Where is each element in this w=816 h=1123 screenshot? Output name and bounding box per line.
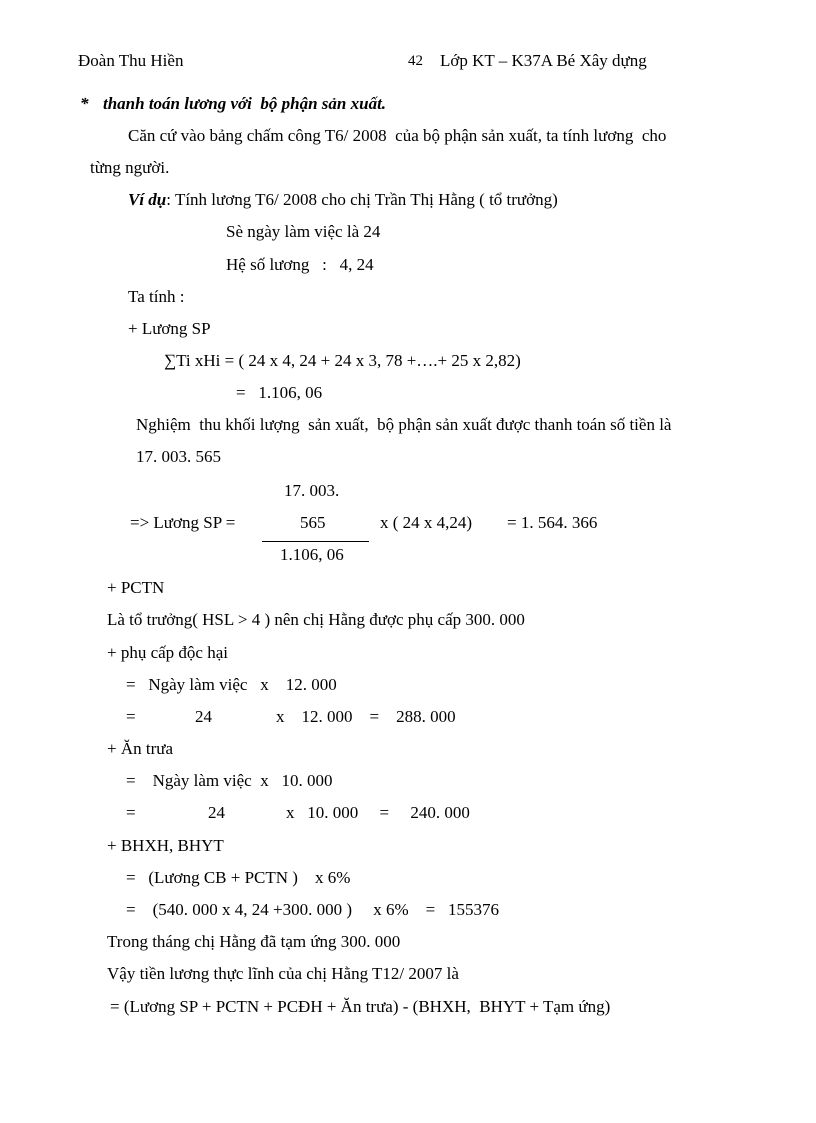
lunch-heading: + Ăn trưa	[107, 739, 174, 758]
lunch-result: x 10. 000 = 240. 000	[286, 803, 470, 822]
hazard-formula: = Ngày làm việc x 12. 000	[126, 675, 337, 694]
hazard-eq-sign: =	[126, 707, 136, 726]
example-line	[128, 190, 558, 210]
section-title: thanh toán lương với bộ phận sản xuất.	[103, 94, 387, 113]
calc-heading: Ta tính :	[128, 287, 185, 306]
intro-line-1: Căn cứ vào bảng chấm công T6/ 2008 của bộ phận sản xuất, ta tính lương cho	[128, 126, 667, 145]
pctn-heading: + PCTN	[107, 578, 165, 597]
lunch-formula: = Ngày làm việc x 10. 000	[126, 771, 333, 790]
page-number: 42	[408, 53, 423, 69]
lunch-days: 24	[208, 803, 225, 822]
insurance-heading: + BHXH, BHYT	[107, 836, 224, 855]
header-author: Đoàn Thu Hiền	[78, 51, 184, 70]
example-label: Ví dụ	[128, 190, 167, 209]
acceptance-line-2: 17. 003. 565	[136, 447, 221, 466]
hazard-allowance-heading: + phụ cấp độc hại	[107, 643, 228, 662]
sum-formula: ∑Ti xHi = ( 24 x 4, 24 + 24 x 3, 78 +….+ 25 x 2,82)	[164, 351, 521, 370]
working-days: Sè ngày làm việc là 24	[226, 222, 381, 241]
hazard-days: 24	[195, 707, 212, 726]
fraction-numerator-2: 565	[300, 513, 326, 532]
insurance-formula: = (Lương CB + PCTN ) x 6%	[126, 868, 351, 887]
header-class: Lớp KT – K37A Bé Xây dựng	[440, 51, 647, 70]
sum-result: = 1.106, 06	[236, 383, 323, 402]
fraction-numerator-1: 17. 003.	[284, 481, 340, 500]
product-salary-heading: + Lương SP	[128, 319, 211, 338]
advance-line: Trong tháng chị Hằng đã tạm ứng 300. 000	[107, 932, 401, 951]
intro-line-2: từng người.	[90, 158, 170, 177]
fraction-result: = 1. 564. 366	[507, 513, 598, 532]
fraction-multiplier: x ( 24 x 4,24)	[380, 513, 473, 532]
fraction-denominator: 1.106, 06	[280, 545, 344, 564]
fraction-prefix: => Lương SP =	[130, 513, 236, 532]
acceptance-line-1: Nghiệm thu khối lượng sản xuất, bộ phận sản xuất được thanh toán số tiền là	[136, 415, 672, 434]
hazard-result: x 12. 000 = 288. 000	[276, 707, 456, 726]
salary-coefficient: Hệ số lương : 4, 24	[226, 255, 374, 274]
net-salary-line: Vậy tiền lương thực lĩnh của chị Hằng T12/ 2007 là	[107, 964, 459, 983]
lunch-eq-sign: =	[126, 803, 136, 822]
section-bullet: *	[80, 94, 89, 113]
final-formula: = (Lương SP + PCTN + PCĐH + Ăn trưa) - (BHXH, BHYT + Tạm ứng)	[110, 997, 611, 1016]
pctn-text: Là tổ trưởng( HSL > 4 ) nên chị Hằng được phụ cấp 300. 000	[107, 610, 525, 629]
fraction-bar	[262, 541, 369, 542]
insurance-result: = (540. 000 x 4, 24 +300. 000 ) x 6% = 155376	[126, 900, 499, 919]
example-text: : Tính lương T6/ 2008 cho chị Trần Thị Hằng ( tổ trưởng)	[166, 190, 558, 209]
